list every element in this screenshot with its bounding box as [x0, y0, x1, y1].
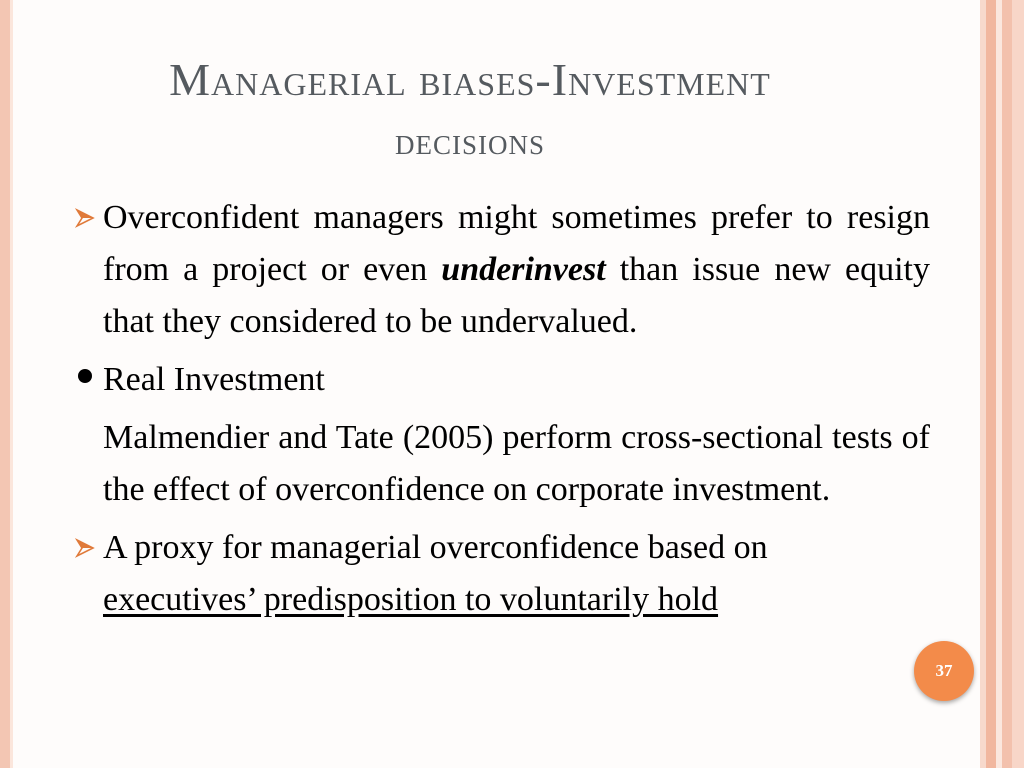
bullet-text-before: Overconfident managers might sometimes prefer to resign from a project or even — [103, 199, 930, 288]
right-decorative-stripes — [980, 0, 1024, 768]
emphasis-underinvest: underinvest — [441, 251, 606, 288]
left-border-inner — [10, 0, 13, 768]
bullet-text-real-investment: Real Investment — [103, 361, 325, 398]
title-line-1: Managerial biases-Investment — [169, 54, 771, 105]
sub-paragraph-malmendier: Malmendier and Tate (2005) perform cross-sectional tests of the effect of overconfidence on corporate investment. — [103, 419, 930, 508]
page-number-badge: 37 — [914, 641, 974, 701]
bullet-text-proxy: A proxy for managerial overconfidence based on — [103, 529, 768, 566]
bullet-item-overconfident — [70, 192, 930, 348]
bullet-text-after: than issue new equity that they considered to be undervalued. — [103, 251, 930, 340]
title-line-2: decisions — [394, 121, 545, 163]
bullet-item-proxy — [70, 522, 930, 626]
dot-bullet-icon — [70, 354, 100, 406]
slide-title — [60, 52, 880, 170]
arrow-bullet-icon — [70, 192, 100, 244]
left-border — [0, 0, 10, 768]
slide-body — [70, 192, 930, 632]
bullet-item-real-investment — [70, 354, 930, 406]
arrow-bullet-icon — [70, 522, 100, 574]
underlined-text-executives: executives’ predisposition to voluntarily hold — [103, 581, 719, 618]
